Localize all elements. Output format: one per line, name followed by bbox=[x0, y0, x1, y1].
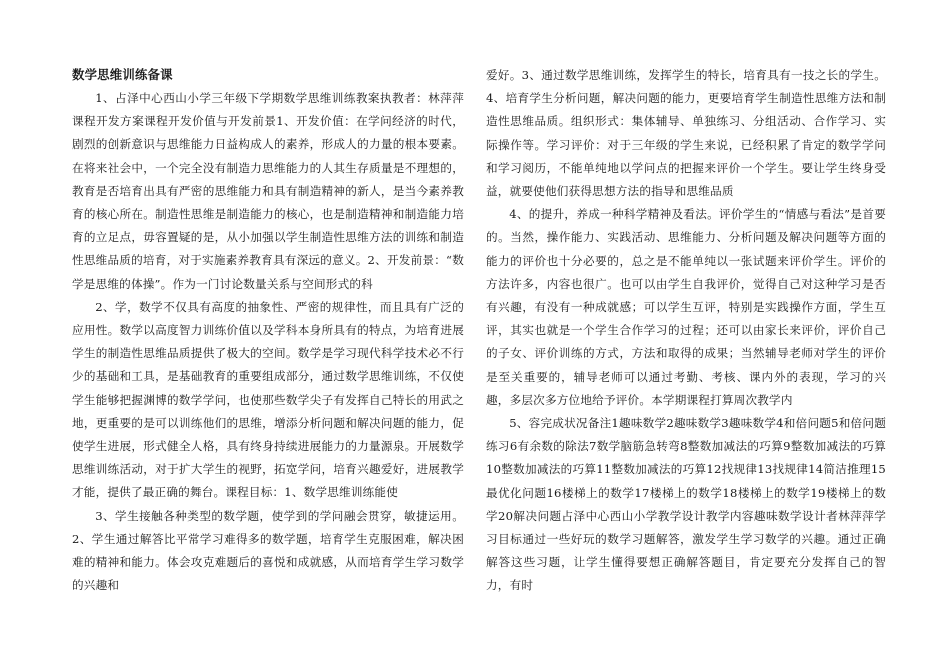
paragraph-1: 1、占泽中心西山小学三年级下学期数学思维训练教案执教者：林萍萍课程开发方案课程开发价值与开发前景1、开发价值：在学问经济的时代，剧烈的创新意识与思维能力日益构成人的素养，形成人的力量的根本要素。在将来社会中，一个完全没有制造力思维能力的人其生存质量是不理想的，教育是否培育出具有严密的思维能力和具有制造精神的新人，是当今素养教育的核心所在。制造性思维是制造能力的核心，也是制造精神和制造能力培育的立足点，毋容置疑的是，从小加强以学生制造性思维方法的训练和制造性思维品质的培育，对于实施素养教育具有深远的意义。2、开发前景：“数学是思维的体操”。作为一门讨论数量关系与空间形式的科 bbox=[72, 91, 464, 291]
paragraph-3: 3、学生接触各种类型的数学题，使学到的学问融会贯穿，敏捷运用。2、学生通过解答比平常学习难得多的数学题，培育学生克服困难，解决困难的精神和能力。体会攻克难题后的喜悦和成就感，从而培育学生学习数学的兴趣和 bbox=[72, 508, 464, 593]
left-column bbox=[72, 64, 464, 597]
document-title: 数学思维训练备课 bbox=[72, 67, 173, 82]
paragraph-4: 4、的提升，养成一种科学精神及看法。评价学生的“情感与看法”是首要的。当然，操作能力、实践活动、思维能力、分析问题及解决问题等方面的能力的评价也十分必要的，总之是不能单纯以一张试题来评价学生。评价的方法许多，内容也很广。也可以由学生自我评价，觉得自己对这种学习是否有兴趣，有没有一种成就感；可以学生互评，特别是实践操作方面，学生互评，其实也就是一个学生合作学习的过程；还可以由家长来评价，评价自己的子女、评价训练的方式，方法和取得的成果；当然辅导老师对学生的评价是至关重要的，辅导老师可以通过考勤、考核、课内外的表现，学习的兴趣，多层次多方位地给予评价。本学期课程打算周次教学内 bbox=[486, 207, 886, 407]
paragraph-continued: 爱好。3、通过数学思维训练，发挥学生的特长，培育具有一技之长的学生。4、培育学生分析问题，解决问题的能力，更要培育学生制造性思维方法和制造性思维品质。组织形式：集体辅导、单独练习、分组活动、合作学习、实际操作等。学习评价：对于三年级的学生来说，已经积累了肯定的数学学问和学习阅历，不能单纯地以学问点的把握来评价一个学生。要让学生终身受益，就要使他们获得思想方法的指导和思维品质 bbox=[486, 68, 886, 199]
paragraph-2: 2、学，数学不仅具有高度的抽象性、严密的规律性，而且具有广泛的应用性。数学以高度智力训练价值以及学科本身所具有的特点，为培育进展学生的制造性思维品质提供了极大的空间。数学是学习现代科学技术必不行少的基础和工具，是基础教育的重要组成部分，通过数学思维训练，不仅使学生能够把握渊博的数学学问，也使那些数学尖子有发挥自己特长的用武之地，更重要的是可以训练他们的思维，增添分析问题和解决问题的能力，促使学生进展，形式健全人格，具有终身持续进展能力的力量源泉。开展数学思维训练活动，对于扩大学生的视野，拓宽学问，培育兴趣爱好，进展教学才能，提供了最正确的舞台。课程目标：1、数学思维训练能使 bbox=[72, 299, 464, 500]
paragraph-5: 5、容完成状况备注1趣味数学2趣味数学3趣味数学4和倍问题5和倍问题练习6有余数的除法7数学脑筋急转弯8整数加减法的巧算9整数加减法的巧算10整数加减法的巧算11整数加减法的巧算12找规律13找规律14简洁推理15最优化问题16楼梯上的数学17楼梯上的数学18楼梯上的数学19楼梯上的数学20解决问题占泽中心西山小学教学设计教学内容趣味数学设计者林萍萍学习目标通过一些好玩的数学习题解答，激发学生学习数学的兴趣。通过正确解答这些习题，让学生懂得要想正确解答题目，肯定要充分发挥自己的智力，有时 bbox=[486, 416, 886, 593]
right-column bbox=[486, 64, 886, 598]
